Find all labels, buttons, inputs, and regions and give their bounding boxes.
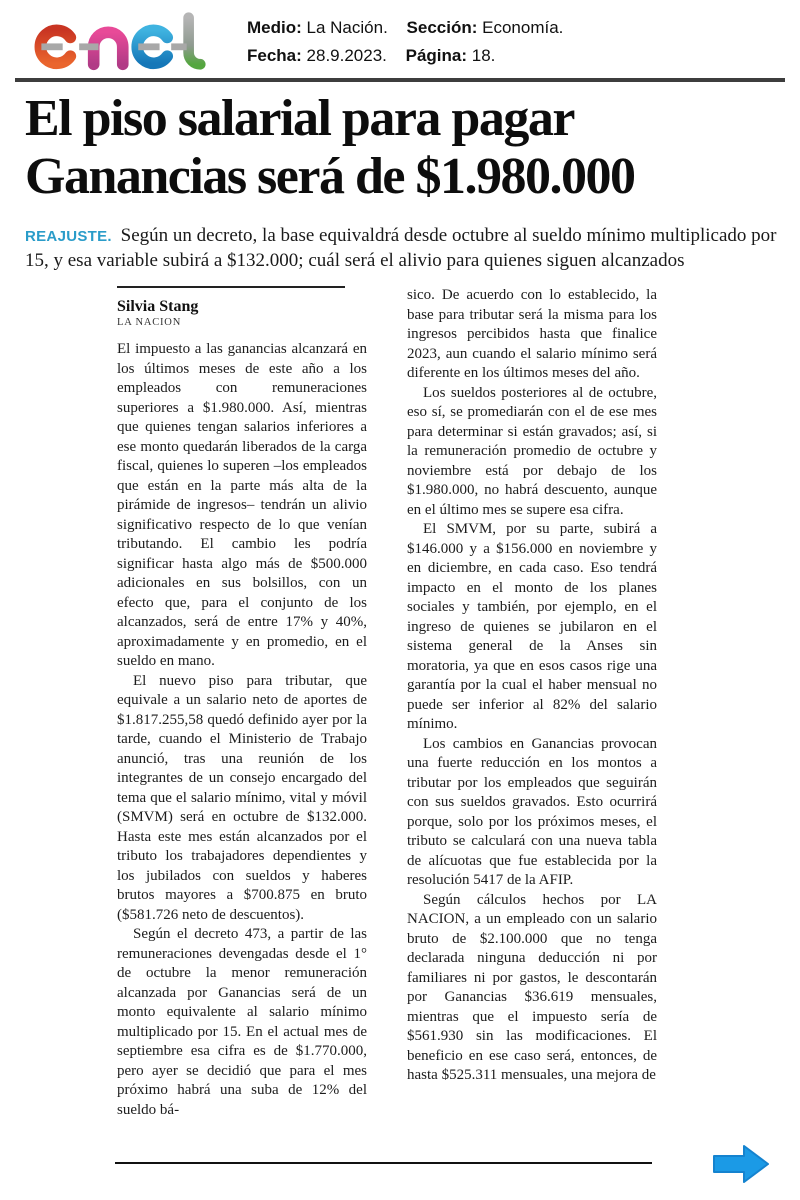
byline-organization: LA NACION bbox=[117, 317, 182, 328]
paragraph-1: El impuesto a las ganancias alcanzará en los últimos meses de este año a los empleados con remuneraciones superiores a $1.980.000. Así, mientras que quienes tengan salarios inferiores a ese monto quedarán liberados de la carga fiscal, quienes lo superen –los empleados que están en la parte más alta de la pirámide de ingresos– tendrán un alivio significativo respecto de lo que venían tributando. El cambio les podría significar hasta algo más de $500.000 adicionales en sus bolsillos, con un efecto que, para el conjunto de los alcanzados, será de entre 17% y 40%, aproximadamente y en promedio, en el sueldo en mano. bbox=[117, 341, 367, 669]
paragraph-2: El nuevo piso para tributar, que equivale a un salario neto de aportes de $1.817.255,58 quedó definido ayer por la tarde, cuando el Ministerio de Trabajo anunció, tras una reunión de los integrantes de un consejo encargado del tema que el salario mínimo, vital y móvil (SMVM) será en octubre de $132.000. Hasta este mes están alcanzados por el tributo los trabajadores dependientes y los jubilados con sueldos y haberes brutos mayores a $700.875 en bruto ($581.726 neto de descuentos). bbox=[117, 672, 367, 923]
byline-author: Silvia Stang bbox=[117, 298, 199, 315]
column-left bbox=[117, 286, 367, 1120]
enel-logo-icon bbox=[15, 10, 215, 72]
seccion-label: Sección: bbox=[406, 18, 478, 37]
paragraph-3: Según el decreto 473, a partir de las remuneraciones devengadas desde el 1° de octubre la menor remuneración alcanzada por Ganancias será de un monto equivalente al salario mínimo multiplicado por 15. En el actual mes de septiembre esa cifra es de $1.770.000, pero ayer se decidió que para el mes próximo habrá una suba de 12% del sueldo bá- bbox=[117, 926, 367, 1118]
clipping-header bbox=[15, 8, 785, 72]
clipping-metadata bbox=[247, 14, 577, 70]
paragraph-4: sico. De acuerdo con lo establecido, la base para tributar será la misma para los ingresos percibidos hasta que finalice 2023, aun cuando el salario mínimo será diferente en los últimos meses del año. bbox=[407, 287, 657, 381]
article-headline bbox=[25, 90, 785, 206]
headline-line-1: El piso salarial para pagar bbox=[25, 90, 574, 147]
paragraph-6: El SMVM, por su parte, subirá a $146.000 y a $156.000 en noviembre y en diciembre, en cada caso. Eso tendrá impacto en el monto de los planes sociales y también, por ejemplo, en el ingreso de quienes se jubilaron en el sistema general de la Anses sin moratoria, ya que en esos casos rige una garantía por la cual el haber mensual no puede ser inferior al 82% del salario mínimo. bbox=[407, 521, 657, 732]
medio-value: La Nación. bbox=[306, 18, 388, 37]
seccion-value: Economía. bbox=[482, 18, 564, 37]
bottom-divider bbox=[115, 1162, 652, 1164]
article-body bbox=[117, 286, 657, 1120]
paragraph-7: Los cambios en Ganancias provocan una fuerte reducción en los montos a tributar por los empleados que seguirán con sus sueldos gravados. Esto ocurrirá porque, solo por los próximos meses, el tributo se calculará con una nueva tabla de alícuotas que fue establecida por la resolución 5417 de la AFIP. bbox=[407, 735, 657, 888]
medio-label: Medio: bbox=[247, 18, 302, 37]
fecha-value: 28.9.2023. bbox=[306, 46, 387, 65]
metadata-line-2 bbox=[247, 42, 577, 70]
fecha-label: Fecha: bbox=[247, 46, 302, 65]
headline-line-2: Ganancias será de $1.980.000 bbox=[25, 148, 635, 205]
byline-divider bbox=[117, 286, 345, 288]
paragraph-8: Según cálculos hechos por LA NACION, a un empleado con un salario bruto de $2.100.000 que no tenga declarada ninguna deducción ni por familiares ni por gastos, le descontarán por Ganancias $36.619 mensuales, mientras que el impuesto sería de $561.930 sin las modificaciones. El beneficio en ese caso será, entonces, de hasta $525.311 mensuales, una mejora de bbox=[407, 891, 657, 1083]
pagina-label: Página: bbox=[405, 46, 468, 65]
kicker-label: REAJUSTE. bbox=[25, 228, 112, 245]
next-page-arrow-icon[interactable] bbox=[712, 1142, 772, 1186]
pagina-value: 18. bbox=[471, 46, 496, 65]
metadata-line-1 bbox=[247, 14, 577, 42]
article-deck bbox=[25, 224, 780, 273]
column-right bbox=[407, 286, 657, 1120]
paragraph-5: Los sueldos posteriores al de octubre, eso sí, se promediarán con el de ese mes para determinar si están gravados; así, si la remuneración promedio de octubre y noviembre está por debajo de los $1.980.000, no habrá descuento, aunque en el último mes se supere esa cifra. bbox=[407, 384, 657, 518]
header-divider bbox=[15, 78, 785, 82]
deck-text: Según un decreto, la base equivaldrá desde octubre al sueldo mínimo multiplicado por 15, y esa variable subirá a $132.000; cuál será el alivio para quienes siguen alcanzados bbox=[25, 225, 777, 271]
